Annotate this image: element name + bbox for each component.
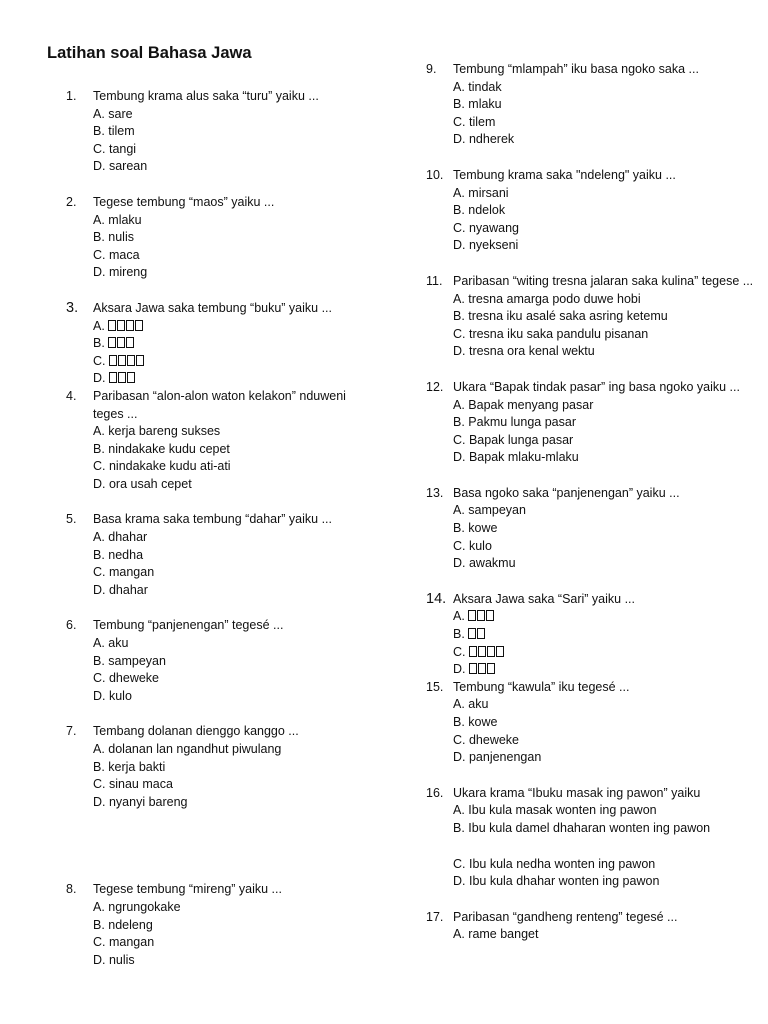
option-letter: C. — [453, 644, 466, 659]
option-d: D. ndherek — [453, 132, 515, 147]
option-d: D. kulo — [93, 688, 132, 703]
question-16 — [426, 785, 756, 891]
script-glyph — [469, 663, 477, 674]
question-stem: Tembung “mlampah” iku basa ngoko saka ... — [453, 62, 699, 76]
option-a: A. ngrungokake — [93, 899, 181, 914]
option-c: C. nindakake kudu ati-ati — [93, 459, 231, 474]
question-number: 16. — [426, 785, 444, 800]
option-letter: A. — [453, 609, 465, 624]
option-a: A. sare — [93, 106, 133, 121]
option-d: D. tresna ora kenal wektu — [453, 344, 595, 359]
option-list — [93, 318, 366, 388]
option-letter: D. — [93, 371, 106, 386]
question-stem: Paribasan “witing tresna jalaran saka kulina” tegese ... — [453, 273, 754, 288]
question-stem: Basa ngoko saka “panjenengan” yaiku ... — [453, 485, 680, 500]
javanese-script-icon — [108, 335, 135, 353]
question-3 — [66, 300, 366, 388]
option-a: A. Bapak menyang pasar — [453, 397, 594, 412]
question-number: 9. — [426, 62, 437, 76]
question-stem: Paribasan “gandheng renteng” tegesé ... — [453, 909, 678, 924]
option-c: C. dheweke — [453, 732, 520, 747]
option-a: A. mlaku — [93, 212, 142, 227]
script-glyph — [469, 646, 477, 657]
question-stem: Tembung “panjenengan” tegesé ... — [93, 618, 284, 633]
script-glyph — [135, 320, 143, 331]
script-glyph — [487, 646, 495, 657]
question-5 — [66, 511, 366, 599]
option-b: B. kerja bakti — [93, 759, 166, 774]
option-c: C. maca — [93, 247, 140, 262]
question-stem: Basa krama saka tembung “dahar” yaiku ... — [93, 512, 333, 527]
script-glyph — [126, 337, 134, 348]
option-letter: B. — [453, 627, 465, 642]
option-a: A. mirsani — [453, 185, 509, 200]
option-a: A. tresna amarga podo duwe hobi — [453, 291, 641, 306]
question-15 — [426, 679, 756, 767]
option-b: B. nulis — [93, 230, 134, 245]
option-d: D. dhahar — [93, 582, 148, 597]
script-glyph — [118, 372, 126, 383]
option-c: C. Ibu kula nedha wonten ing pawon — [453, 856, 656, 871]
option-a: A. aku — [453, 697, 489, 712]
option-list — [453, 502, 756, 572]
question-7 — [66, 723, 366, 811]
script-glyph — [117, 337, 125, 348]
question-number: 7. — [66, 724, 77, 739]
option-letter: C. — [93, 353, 106, 368]
script-glyph — [477, 610, 485, 621]
question-number: 14. — [426, 590, 447, 607]
question-2 — [66, 194, 366, 282]
question-number: 10. — [426, 167, 444, 182]
option-b: B. mlaku — [453, 97, 502, 112]
option-list — [453, 397, 756, 467]
script-glyph — [108, 320, 116, 331]
script-glyph — [127, 372, 135, 383]
option-list — [93, 106, 366, 176]
script-glyph — [117, 320, 125, 331]
option-letter: D. — [453, 662, 466, 677]
option-c: C. dheweke — [93, 671, 160, 686]
option-a: A. aku — [93, 636, 129, 651]
option-b — [453, 626, 756, 644]
option-a — [453, 608, 756, 626]
question-number: 8. — [66, 882, 77, 897]
question-stem: Tegese tembung “mireng” yaiku ... — [93, 882, 282, 897]
question-13 — [426, 485, 756, 573]
javanese-script-icon — [469, 661, 496, 679]
javanese-script-icon — [109, 353, 145, 371]
option-list — [453, 608, 756, 678]
option-b: B. Pakmu lunga pasar — [453, 415, 576, 430]
script-glyph — [108, 337, 116, 348]
javanese-script-icon — [468, 608, 495, 626]
option-d: D. nyekseni — [453, 238, 519, 253]
option-d: D. Ibu kula dhahar wonten ing pawon — [453, 874, 660, 889]
javanese-script-icon — [109, 370, 136, 388]
question-number: 2. — [66, 194, 77, 209]
question-number: 1. — [66, 89, 77, 103]
option-c: C. tresna iku saka pandulu pisanan — [453, 326, 649, 341]
script-glyph — [496, 646, 504, 657]
option-d: D. ora usah cepet — [93, 476, 192, 491]
question-number: 6. — [66, 618, 77, 633]
script-glyph — [478, 663, 486, 674]
script-glyph — [109, 372, 117, 383]
question-number: 5. — [66, 512, 77, 527]
option-list — [93, 635, 366, 705]
question-stem: Ukara “Bapak tindak pasar” ing basa ngoko yaiku ... — [453, 379, 740, 394]
question-number: 15. — [426, 679, 444, 694]
script-glyph — [126, 320, 134, 331]
javanese-script-icon — [108, 318, 144, 336]
question-stem: Tembung krama saka "ndeleng" yaiku ... — [453, 167, 676, 182]
option-c: C. tangi — [93, 141, 137, 156]
question-stem: Aksara Jawa saka tembung “buku” yaiku ... — [93, 300, 333, 315]
option-b: B. nindakake kudu cepet — [93, 441, 230, 456]
option-b: B. sampeyan — [93, 653, 166, 668]
script-glyph — [468, 610, 476, 621]
script-glyph — [127, 355, 135, 366]
question-6 — [66, 617, 366, 705]
option-letter: A. — [93, 318, 105, 333]
question-10 — [426, 167, 756, 255]
option-d: D. sarean — [93, 159, 148, 174]
question-number: 17. — [426, 909, 444, 924]
option-list — [93, 212, 366, 282]
script-glyph — [477, 628, 485, 639]
question-number: 12. — [426, 379, 444, 394]
option-b: B. Ibu kula damel dhaharan wonten ing pawon — [453, 820, 711, 835]
right-column — [426, 61, 756, 944]
question-number: 3. — [66, 299, 79, 316]
question-11 — [426, 273, 756, 361]
option-b: B. kowe — [453, 715, 498, 729]
script-glyph — [487, 663, 495, 674]
question-number: 13. — [426, 485, 444, 500]
option-a: A. dhahar — [93, 530, 148, 545]
option-c: C. kulo — [453, 538, 492, 553]
option-c — [93, 353, 366, 371]
question-stem: Tembung “kawula” iku tegesé ... — [453, 679, 630, 694]
option-d: D. panjenengan — [453, 750, 542, 765]
question-1 — [66, 88, 366, 176]
option-c: C. tilem — [453, 114, 496, 129]
option-a: A. dolanan lan ngandhut piwulang — [93, 742, 282, 756]
left-column — [66, 88, 366, 969]
option-list — [93, 529, 366, 599]
option-c: C. sinau maca — [93, 777, 173, 792]
script-glyph — [136, 355, 144, 366]
javanese-script-icon — [468, 626, 486, 644]
question-9 — [426, 61, 756, 149]
option-list — [453, 79, 756, 149]
option-list — [453, 926, 756, 944]
page-title: Latihan soal Bahasa Jawa — [47, 44, 252, 62]
option-c: C. nyawang — [453, 220, 520, 235]
question-number: 11. — [426, 273, 443, 288]
option-letter: B. — [93, 336, 105, 351]
option-c — [453, 644, 756, 662]
option-d: D. mireng — [93, 265, 148, 280]
script-glyph — [486, 610, 494, 621]
option-list — [93, 899, 366, 969]
option-c: C. Bapak lunga pasar — [453, 432, 574, 447]
option-list — [93, 423, 366, 493]
option-b: B. ndeleng — [93, 917, 153, 932]
question-14 — [426, 591, 756, 679]
option-list — [453, 185, 756, 255]
option-list — [453, 802, 756, 890]
option-d: D. awakmu — [453, 556, 516, 571]
script-glyph — [109, 355, 117, 366]
option-b: B. ndelok — [453, 203, 506, 218]
script-glyph — [478, 646, 486, 657]
question-stem: Tegese tembung “maos” yaiku ... — [93, 194, 275, 209]
option-b: B. nedha — [93, 547, 144, 562]
question-8 — [66, 881, 366, 969]
question-4 — [66, 388, 366, 494]
option-c: C. mangan — [93, 565, 155, 580]
question-17 — [426, 909, 756, 944]
option-c: C. mangan — [93, 935, 155, 950]
question-stem: Ukara krama “Ibuku masak ing pawon” yaiku — [453, 785, 701, 800]
question-stem: Paribasan “alon-alon waton kelakon” nduweni teges ... — [93, 388, 346, 421]
option-a: A. Ibu kula masak wonten ing pawon — [453, 803, 657, 818]
option-a: A. rame banget — [453, 927, 539, 942]
option-a: A. sampeyan — [453, 503, 526, 518]
javanese-script-icon — [469, 644, 505, 662]
option-d — [453, 661, 756, 679]
option-b — [93, 335, 366, 353]
question-stem: Aksara Jawa saka “Sari” yaiku ... — [453, 591, 636, 606]
option-d: D. nyanyi bareng — [93, 794, 188, 809]
option-list — [453, 696, 756, 766]
option-b: B. kowe — [453, 521, 498, 536]
option-list — [453, 291, 756, 361]
option-b: B. tresna iku asalé saka asring ketemu — [453, 309, 668, 324]
option-list — [93, 741, 366, 811]
option-d: D. Bapak mlaku-mlaku — [453, 450, 579, 465]
question-number: 4. — [66, 388, 77, 403]
question-stem: Tembang dolanan dienggo kanggo ... — [93, 724, 299, 739]
script-glyph — [118, 355, 126, 366]
question-stem: Tembung krama alus saka “turu” yaiku ... — [93, 89, 319, 103]
option-d — [93, 370, 366, 388]
option-a: A. tindak — [453, 79, 502, 94]
question-12 — [426, 379, 756, 467]
option-b: B. tilem — [93, 124, 135, 139]
option-a: A. kerja bareng sukses — [93, 424, 221, 439]
option-a — [93, 318, 366, 336]
script-glyph — [468, 628, 476, 639]
option-d: D. nulis — [93, 952, 135, 967]
